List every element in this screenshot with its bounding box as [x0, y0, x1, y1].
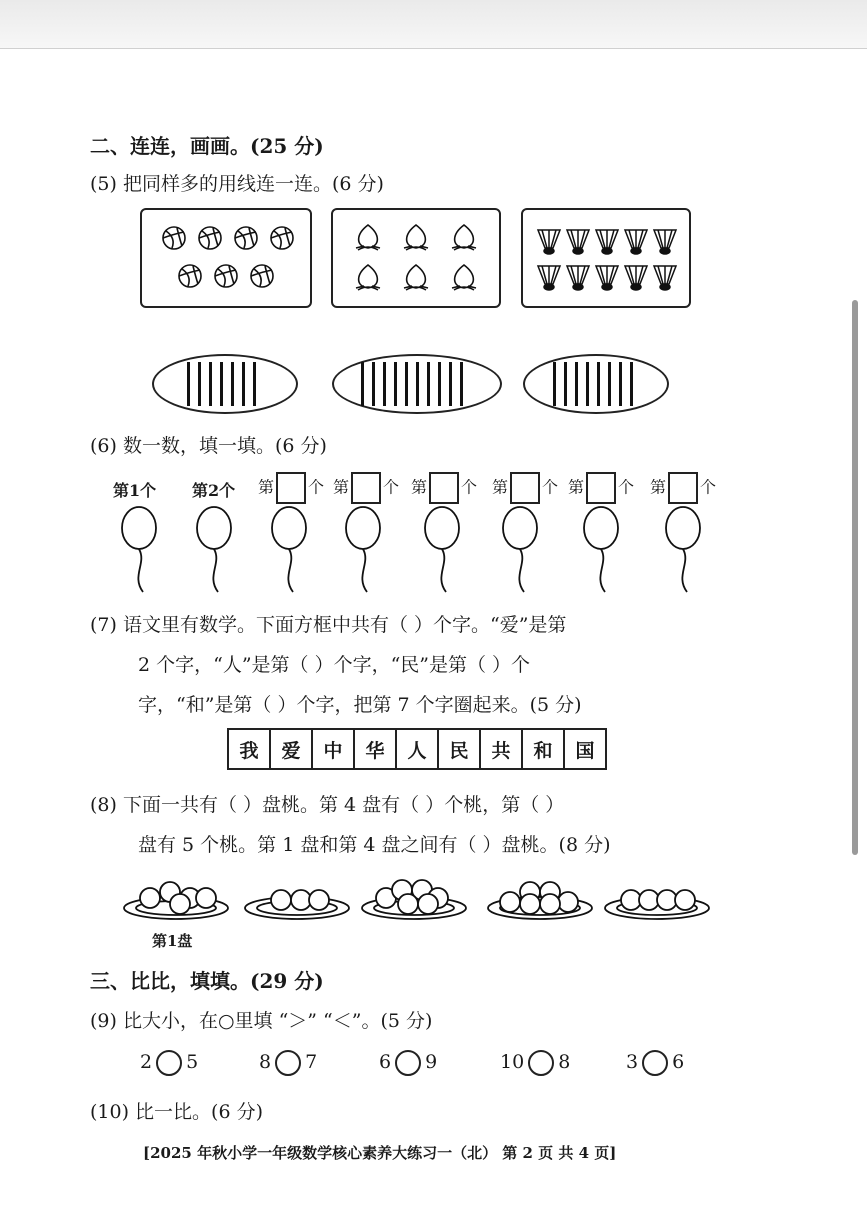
character-cell[interactable]: 民	[439, 730, 481, 768]
stick-group	[361, 362, 463, 406]
peach-icon	[333, 210, 499, 306]
character-cell[interactable]: 和	[523, 730, 565, 768]
character-cell[interactable]: 中	[313, 730, 355, 768]
balloon-icon	[122, 507, 156, 592]
question-10-prompt: (10) 比一比。(6 分)	[90, 1101, 263, 1123]
sticks-ellipse-2	[332, 354, 502, 414]
character-cell[interactable]: 华	[355, 730, 397, 768]
sticks-ellipse-3	[523, 354, 669, 414]
balloon-label-2: 第2个	[192, 481, 236, 500]
character-cell[interactable]: 共	[481, 730, 523, 768]
character-cell[interactable]: 国	[575, 739, 595, 762]
balloon-label-1: 第1个	[113, 481, 157, 500]
balloon-label-5: 第 个	[411, 472, 477, 504]
compare-circle[interactable]	[642, 1050, 668, 1076]
compare-circle[interactable]	[528, 1050, 554, 1076]
balloon-icon	[197, 507, 231, 592]
balloon-row	[0, 500, 867, 600]
compare-circle[interactable]	[156, 1050, 182, 1076]
stick-group	[553, 362, 633, 406]
question-6-prompt: (6) 数一数，填一填。(6 分)	[90, 435, 327, 457]
compare-pair-2: 8 7	[259, 1050, 317, 1076]
question-7-line-3: 字，“和”是第（ ）个字，把第 7 个字圈起来。(5 分)	[138, 694, 582, 716]
plate-label: 第1盘	[152, 932, 193, 950]
volleyball-icon	[142, 210, 310, 306]
balloon-icon	[503, 507, 537, 592]
plate-icon	[488, 882, 592, 919]
compare-pair-3: 6 9	[379, 1050, 437, 1076]
character-cell[interactable]: 爱	[271, 730, 313, 768]
compare-pair-4: 10 8	[500, 1050, 570, 1076]
plate-icon	[362, 880, 466, 919]
balloon-icon	[584, 507, 618, 592]
compare-circle[interactable]	[395, 1050, 421, 1076]
balloon-icon	[346, 507, 380, 592]
balloon-label-7: 第 个	[568, 472, 634, 504]
balloon-label-4: 第 个	[333, 472, 399, 504]
balloon-icon	[425, 507, 459, 592]
question-8-line-2: 盘有 5 个桃。第 1 盘和第 4 盘之间有（ ）盘桃。(8 分)	[138, 834, 611, 856]
viewer-top-bar	[0, 0, 867, 49]
plate-icon	[245, 890, 349, 919]
page-footer: [2025 年秋小学一年级数学核心素养大练习一（北） 第 2 页 共 4 页]	[143, 1144, 617, 1162]
shuttlecock-icon	[523, 210, 689, 306]
character-grid	[227, 728, 607, 770]
volleyball-group-box	[140, 208, 312, 308]
balloon-icon	[272, 507, 306, 592]
sticks-ellipse-1	[152, 354, 298, 414]
compare-pair-5: 3 6	[626, 1050, 684, 1076]
plate-icon	[124, 882, 228, 919]
stick-group	[187, 362, 256, 406]
question-7-line-1: (7) 语文里有数学。下面方框中共有（ ）个字。“爱”是第	[90, 614, 567, 636]
compare-circle[interactable]	[275, 1050, 301, 1076]
character-cell[interactable]: 我	[229, 730, 271, 768]
character-cell[interactable]: 人	[397, 730, 439, 768]
peach-group-box	[331, 208, 501, 308]
peach-plates-row	[0, 868, 867, 938]
balloon-icon	[666, 507, 700, 592]
question-9-prompt: (9) 比大小，在○里填 “＞” “＜”。(5 分)	[90, 1010, 433, 1032]
section-title: 三、比比，填填。(29 分)	[90, 969, 324, 993]
compare-pair-1: 2 5	[140, 1050, 198, 1076]
question-5-prompt: (5) 把同样多的用线连一连。(6 分)	[90, 173, 384, 195]
section-title: 二、连连，画画。(25 分)	[90, 134, 324, 158]
balloon-label-8: 第 个	[650, 472, 716, 504]
plate-icon	[605, 890, 709, 919]
balloon-label-3: 第 个	[258, 472, 324, 504]
shuttlecock-group-box	[521, 208, 691, 308]
question-7-line-2: 2 个字，“人”是第（ ）个字，“民”是第（ ）个	[138, 654, 531, 676]
balloon-label-6: 第 个	[492, 472, 558, 504]
question-8-line-1: (8) 下面一共有（ ）盘桃。第 4 盘有（ ）个桃，第（ ）	[90, 794, 565, 816]
